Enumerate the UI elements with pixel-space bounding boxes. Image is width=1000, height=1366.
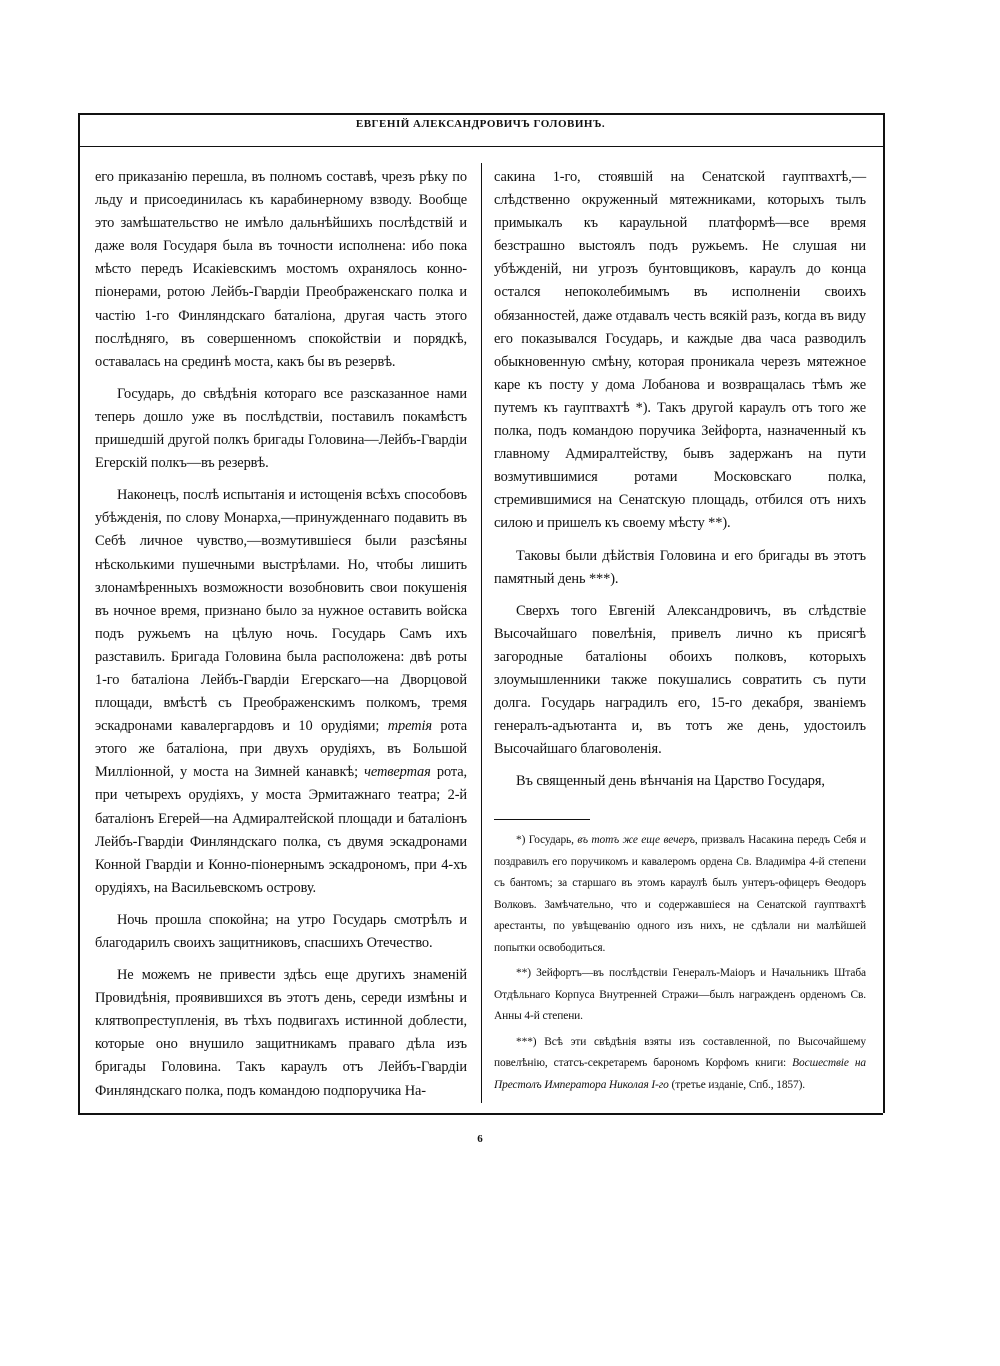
left-column [95,166,467,1112]
footnote-1: *) Государь, въ тотъ же еще вечеръ, призвалъ Насакина передъ Себя и поздравилъ его поручикомъ и кавалеромъ ордена Св. Владиміра 4-й степени съ бантомъ; за старшаго въ этомъ караулѣ былъ унтеръ-офицеръ Ѳеодоръ Волковъ. Замѣчательно, что и содержавшіеся на Сенатской гауптвахтѣ арестанты, по увѣщеванію одного изъ нихъ, не сдѣлали ни малѣйшей попытки освободиться. [494,834,867,954]
paragraph: Наконецъ, послѣ испытанія и истощенія всѣхъ способовъ убѣжденія, по слову Монарха,—принужденнаго подавить въ Себѣ личное чувство,—возмутившіеся были разсѣяны нѣсколькими пушечными выстрѣлами. Но, чтобы лишить злонамѣренныхъ возможности возобновить свои покушенія въ ночное время, признано было за нужное оставить войска подъ ружьемъ на цѣлую ночь. Государь Самъ ихъ разставилъ. Бригада Головина была расположена: двѣ роты 1-го баталіона Лейбъ-Гвардіи Егерскаго—на Дворцовой площади, вмѣстѣ съ Преображенскимъ полкомъ, тремя эскадронами кавалергардовъ и 10 орудіями; третія рота этого же баталіона, при двухъ орудіяхъ, въ Большой Милліонной, у моста на Зимней канавкѣ; четвертая рота, при четырехъ орудіяхъ, у моста Эрмитажнаго театра; 2-й баталіонъ Егерей—на Адмиралтейской площади и баталіонъ Лейбъ-Гвардіи Финляндскаго полка, съ двумя эскадронами Конной Гвардіи и Конно-піонернымъ эскадрономъ, при 4-хъ орудіяхъ, на Васильевскомъ острову. [95,487,468,896]
footnote-rule [494,819,590,820]
footnotes [494,830,866,1096]
header-rule [78,146,883,147]
paragraph: Въ священный день вѣнчанія на Царство Государя, [516,773,825,790]
footnote-3: ***) Всѣ эти свѣдѣнія взяты изъ составленной, по Высочайшему повелѣнію, статсъ-секретаремъ барономъ Корфомъ книги: Восшествіе на Престолъ Императора Николая I-го (третье изданіе, Спб., 1857). [494,1035,866,1091]
paragraph: сакина 1-го, стоявшій на Сенатской гауптвахтѣ,—слѣдственно окруженный мятежниками, которыхъ тылъ примыкалъ къ караульной платформѣ—все время безстрашно выстоялъ подъ ружьемъ. Не слушая ни убѣжденій, ни угрозъ бунтовщиковъ, караулъ до конца остался непоколебимымъ въ исполненіи своихъ обязанностей, даже отдавалъ честь всякій разъ, когда въ виду его показывался Государь, и каждые два часа разводилъ обыкновенную смѣну, которая проникала черезъ мятежное каре къ посту у дома Лобанова и возвращалась тѣмъ же путемъ къ гауптвахтѣ *). Такъ другой караулъ отъ того же полка, подъ командою поручика Зейфорта, назначенный къ главному Адмиралтейству, бывъ задержанъ на пути возмутившимися ротами Московскаго полка, стремившимися на Сенатскую площадь, отбился отъ нихъ силою и пришелъ къ своему мѣсту **). [494,169,866,532]
page-number: 6 [477,1133,483,1145]
paragraph: Не можемъ не привести здѣсь еще другихъ знаменій Провидѣнія, проявившихся въ этотъ день, середи измѣны и клятвопреступленія, въ тѣхъ подвигахъ истинной доблести, которые оно внушило защитникамъ праваго дѣла изъ бригады Головина. Такъ караулъ отъ Лейбъ-Гвардіи Финляндскаго полка, подъ командою подпоручика На- [95,967,467,1099]
column-divider [481,163,482,1103]
bottom-rule [78,1113,883,1115]
footnote-2: **) Зейфортъ—въ послѣдствіи Генералъ-Маіоръ и Начальникъ Штаба Отдѣльнаго Корпуса Внутренней Стражи—былъ награжденъ орденомъ Св. Анны 4-й степени. [494,967,866,1023]
running-header: ЕВГЕНІЙ АЛЕКСАНДРОВИЧЪ ГОЛОВИНЪ. [355,118,606,130]
paragraph: Таковы были дѣйствія Головина и его бригады въ этотъ памятный день ***). [494,547,866,587]
right-column [494,166,866,1100]
paragraph: его приказанію перешла, въ полномъ составѣ, чрезъ рѣку по льду и присоединилась къ карабинерному взводу. Вообще это замѣшательство не имѣло дальнѣйшихъ послѣдствій и даже воля Государя была въ точности исполнена: ибо пока мѣсто передъ Исакіевскимъ мостомъ охранялось конно-піонерами, ротою Лейбъ-Гвардіи Преображенскаго полка и частію 1-го Финляндскаго баталіона, другая часть этого послѣдняго, въ совершенномъ спокойствіи и порядкѣ, оставалась на срединѣ моста, какъ бы въ резервѣ. [95,169,467,370]
paragraph: Государь, до свѣдѣнія котораго все разсказанное нами теперь дошло уже въ послѣдствіи, поставилъ покамѣстъ пришедшій другой полкъ бригады Головина—Лейбъ-Гвардіи Егерскій полкъ—въ резервѣ. [95,385,467,472]
paragraph: Сверхъ того Евгеній Александровичъ, въ слѣдствіе Высочайшаго повелѣнія, привелъ лично къ присягѣ загородные баталіоны обоихъ полковъ, которыхъ злоумышленники также покушались совратить съ пути долга. Государь наградилъ его, 15-го декабря, званіемъ генералъ-адъютанта и, въ тотъ же день, удостоилъ Высочайшаго благоволенія. [494,602,866,758]
paragraph: Ночь прошла спокойна; на утро Государь смотрѣлъ и благодарилъ своихъ защитниковъ, спасшихъ Отечество. [95,911,467,951]
